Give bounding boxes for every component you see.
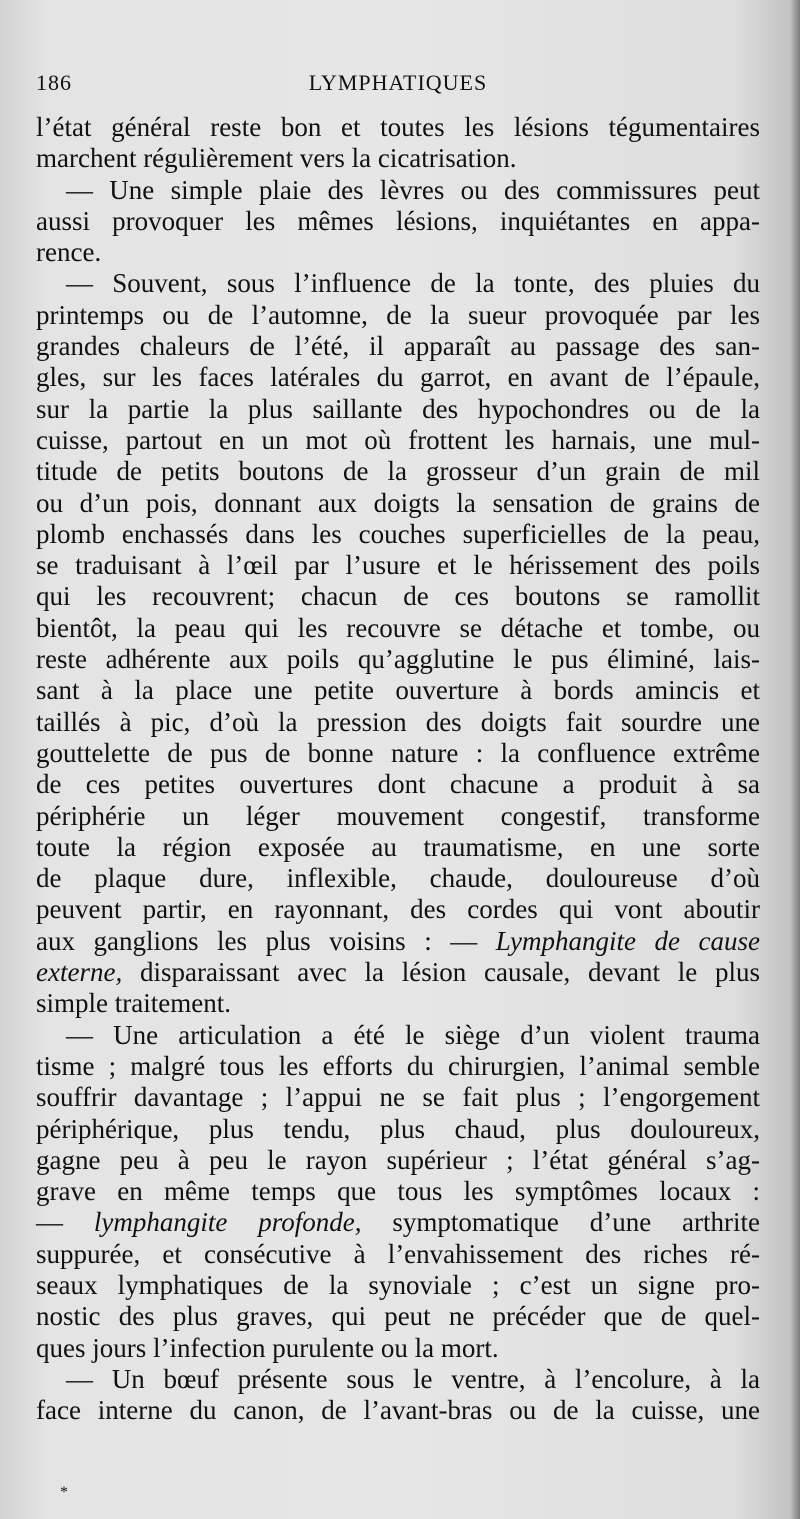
- text-segment: aux ganglions les plus voisins : —: [36, 925, 478, 956]
- text-line: gouttelette de pus de bonne nature : la confluence extrême: [36, 737, 760, 768]
- text-line: bientôt, la peau qui les recouvre se détache et tombe, ou: [36, 612, 760, 643]
- text-line: — Souvent, sous l’influence de la tonte, des pluies du: [66, 268, 760, 299]
- italic-term: Lymphangite de cause: [495, 925, 761, 956]
- text-line: taillés à pic, d’où la pression des doigts fait sourdre une: [36, 706, 760, 737]
- text-line: de ces petites ouvertures dont chacune a produit à sa: [36, 769, 760, 800]
- text-line: périphérique, plus tendu, plus chaud, plus douloureux,: [36, 1113, 760, 1144]
- text-line: face interne du canon, de l’avant-bras ou de la cuisse, une: [36, 1395, 760, 1426]
- text-line: grave en même temps que tous les symptômes locaux :: [36, 1176, 760, 1207]
- text-line: se traduisant à l’œil par l’usure et le hérissement des poils: [36, 550, 760, 581]
- text-line: — Une articulation a été le siège d’un violent trauma: [66, 1019, 760, 1050]
- text-segment: symptomatique d’une arthrite: [392, 1207, 760, 1238]
- text-line: de plaque dure, inflexible, chaude, douloureuse d’où: [36, 863, 760, 894]
- text-line: titude de petits boutons de la grosseur d’un grain de mil: [36, 456, 760, 487]
- text-line: sant à la place une petite ouverture à bords amincis et: [36, 675, 760, 706]
- text-line: gles, sur les faces latérales du garrot, en avant de l’épaule,: [36, 362, 760, 393]
- text-line: nostic des plus graves, qui peut ne précéder que de quel-: [36, 1301, 760, 1332]
- text-line: cuisse, partout en un mot où frottent les harnais, une mul-: [36, 424, 760, 455]
- text-line: — Un bœuf présente sous le ventre, à l’encolure, à la: [66, 1363, 760, 1394]
- text-line: suppurée, et consécutive à l’envahissement des riches ré-: [36, 1238, 760, 1269]
- text-line: l’état général reste bon et toutes les lésions tégumentaires: [36, 112, 760, 142]
- text-line: toute la région exposée au traumatisme, en une sorte: [36, 831, 760, 862]
- text-line: tisme ; malgré tous les efforts du chirurgien, l’animal semble: [36, 1050, 760, 1081]
- running-title: LYMPHATIQUES: [308, 70, 488, 95]
- text-line: ou d’un pois, donnant aux doigts la sensation de grains de: [36, 487, 760, 518]
- text-line-mixed: [36, 926, 760, 957]
- text-line: seaux lymphatiques de la synoviale ; c’est un signe pro-: [36, 1269, 760, 1300]
- text-segment: disparaissant avec la lésion causale, devant le plus: [139, 957, 760, 988]
- text-line: ques jours l’infection purulente ou la mort.: [36, 1332, 499, 1363]
- text-line: gagne peu à peu le rayon supérieur ; l’état général s’ag-: [36, 1144, 760, 1175]
- text-line-mixed: [36, 957, 760, 988]
- text-line: peuvent partir, en rayonnant, des cordes qui vont aboutir: [36, 894, 760, 925]
- text-line: aussi provoquer les mêmes lésions, inquiétantes en appa-: [36, 205, 760, 236]
- text-line: souffrir davantage ; l’appui ne se fait plus ; l’engorgement: [36, 1082, 760, 1113]
- text-segment: —: [36, 1207, 63, 1238]
- text-line-mixed: [36, 1207, 760, 1238]
- text-line: périphérie un léger mouvement congestif, transforme: [36, 800, 760, 831]
- printer-mark: *: [60, 1484, 68, 1501]
- text-line: rence.: [36, 237, 102, 268]
- text-line: qui les recouvrent; chacun de ces boutons se ramollit: [36, 581, 760, 612]
- body-text: [36, 112, 760, 1426]
- text-line: reste adhérente aux poils qu’agglutine le pus éliminé, lais-: [36, 644, 760, 675]
- text-line: marchent régulièrement vers la cicatrisation.: [36, 143, 517, 174]
- italic-term: externe,: [36, 957, 123, 988]
- text-line: plomb enchassés dans les couches superficielles de la peau,: [36, 518, 760, 549]
- text-line: simple traitement.: [36, 988, 231, 1019]
- text-line: grandes chaleurs de l’été, il apparaît au passage des san-: [36, 331, 760, 362]
- text-line: printemps ou de l’automne, de la sueur provoquée par les: [36, 299, 760, 330]
- italic-term: lymphangite profonde,: [93, 1207, 362, 1238]
- page-number: 186: [36, 70, 72, 95]
- page-header: [36, 70, 760, 104]
- text-line: — Une simple plaie des lèvres ou des commissures peut: [66, 174, 760, 205]
- text-line: sur la partie la plus saillante des hypochondres ou de la: [36, 393, 760, 424]
